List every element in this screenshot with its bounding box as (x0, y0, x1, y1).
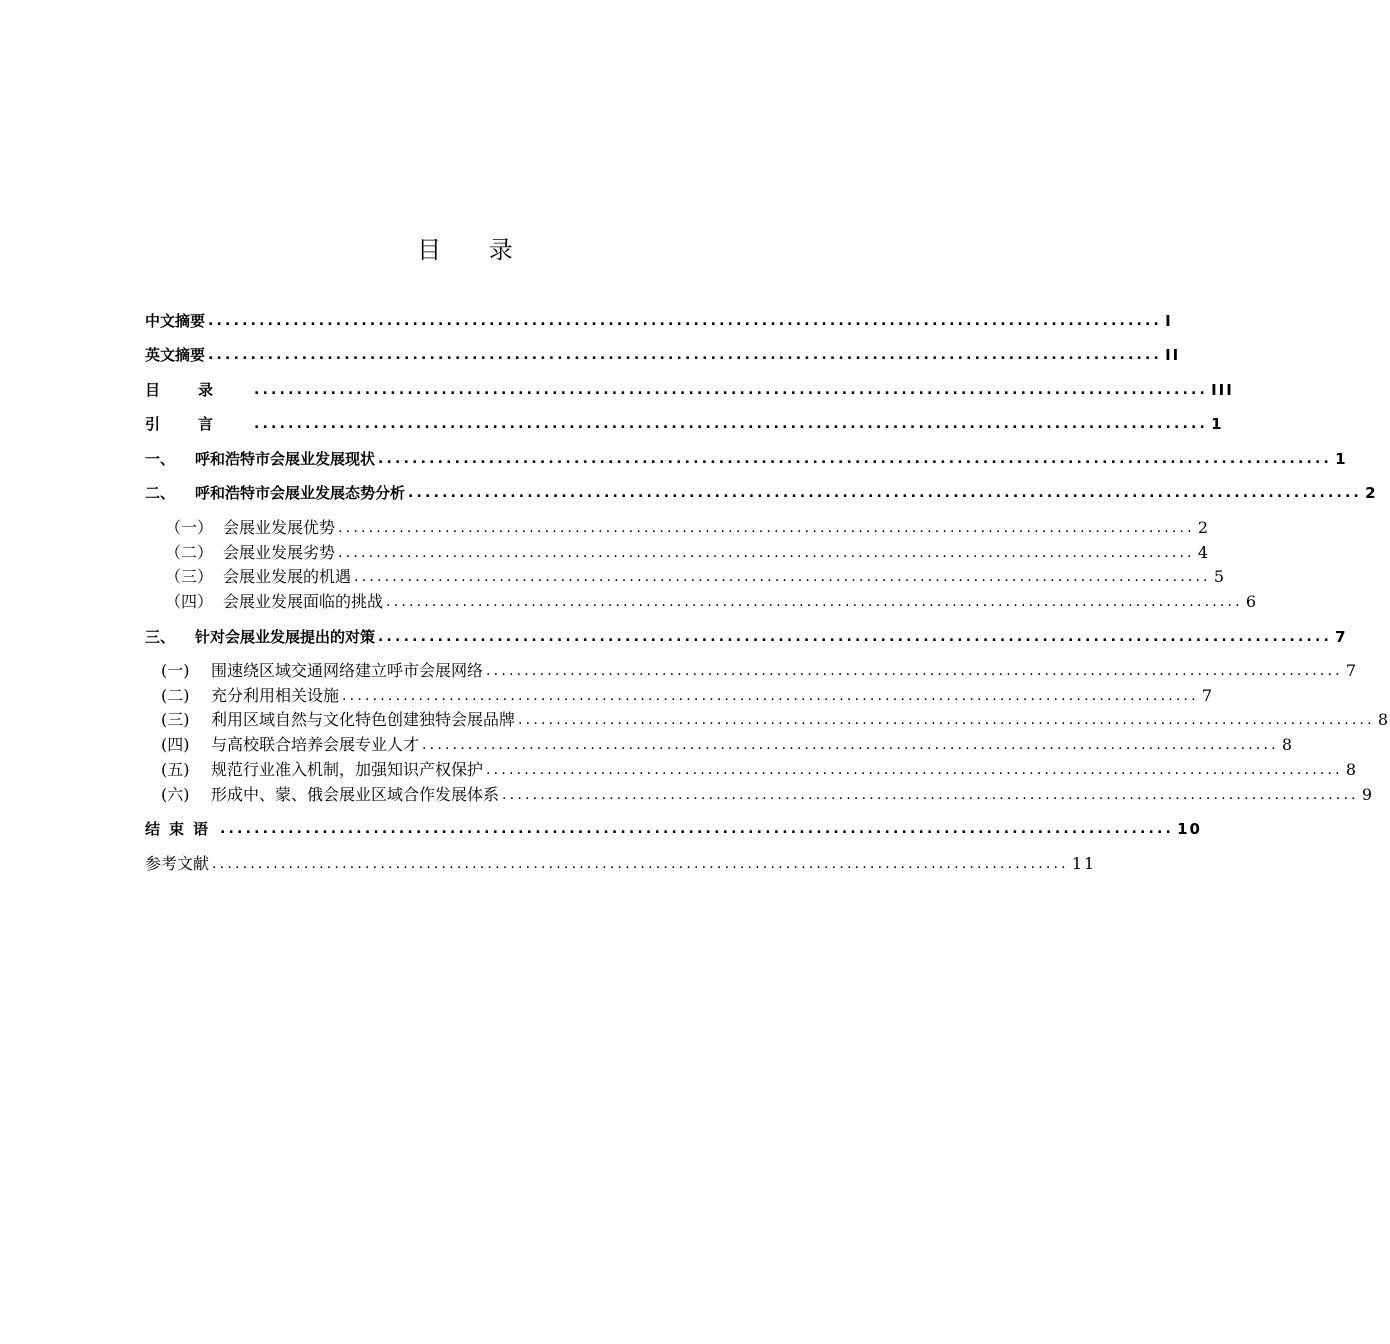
entry-number: （四） (165, 592, 214, 611)
entry-text: 参考文献 (145, 854, 210, 873)
entry-text: 会展业发展优势 (223, 518, 336, 537)
toc-entry[interactable] (145, 626, 1348, 648)
entry-page: I (1165, 312, 1173, 330)
entry-page: 7 (1345, 661, 1359, 680)
entry-text: 针对会展业发展提出的对策 (195, 628, 376, 646)
leader-dots: ................................................................................................................ (378, 629, 1333, 645)
entry-number: （二） (165, 543, 214, 562)
entry-page: III (1211, 381, 1234, 399)
entry-page: 11 (1071, 854, 1097, 873)
entry-number: 一、 (145, 450, 176, 468)
entry-page: 4 (1197, 543, 1211, 562)
entry-text: 结束语 (145, 820, 218, 838)
leader-dots: ................................................................................................................ (518, 712, 1375, 728)
entry-number: （三） (165, 567, 214, 586)
entry-page: 8 (1281, 735, 1295, 754)
entry-page: 6 (1245, 592, 1259, 611)
entry-number: (一) (161, 661, 190, 680)
entry-text: 英文摘要 (145, 346, 206, 364)
leader-dots: ................................................................................................................ (208, 347, 1163, 363)
leader-dots: ................................................................................................................ (486, 762, 1343, 778)
leader-dots: ................................................................................................................ (378, 451, 1333, 467)
leader-dots: ................................................................................................................ (254, 416, 1209, 432)
toc-entry[interactable] (145, 709, 1390, 731)
toc-entry[interactable] (145, 344, 1181, 366)
toc-entry[interactable] (145, 542, 1211, 564)
entry-text: 围速绕区域交通网络建立呼市会展网络 (211, 661, 484, 680)
entry-page: 1 (1335, 450, 1348, 468)
entry-text: 中文摘要 (145, 312, 206, 330)
entry-number: 二、 (145, 484, 176, 502)
toc-entry[interactable] (145, 379, 1234, 401)
entry-page: 8 (1377, 710, 1390, 729)
entry-text: 目录 (145, 381, 252, 399)
toc-entry[interactable] (145, 734, 1295, 756)
toc-entry[interactable] (145, 853, 1097, 875)
leader-dots: ................................................................................................................ (254, 382, 1209, 398)
entry-number: (二) (161, 686, 190, 705)
toc-entry[interactable] (145, 759, 1359, 781)
toc-entry[interactable] (145, 413, 1224, 435)
leader-dots: ................................................................................................................ (338, 545, 1195, 561)
leader-dots: ................................................................................................................ (212, 856, 1069, 872)
leader-dots: ................................................................................................................ (486, 663, 1343, 679)
entry-text: 形成中、蒙、俄会展业区域合作发展体系 (211, 785, 500, 804)
entry-page: 2 (1365, 484, 1378, 502)
entry-text: 呼和浩特市会展业发展现状 (195, 450, 376, 468)
entry-number: （一） (165, 518, 214, 537)
entry-text: 呼和浩特市会展业发展态势分析 (195, 484, 406, 502)
entry-page: 9 (1361, 785, 1375, 804)
entry-text: 利用区域自然与文化特色创建独特会展品牌 (211, 710, 516, 729)
toc-entry[interactable] (145, 482, 1378, 504)
toc-entry[interactable] (145, 685, 1215, 707)
toc-entry[interactable] (145, 448, 1348, 470)
leader-dots: ................................................................................................................ (208, 313, 1163, 329)
entry-text: 引言 (145, 415, 252, 433)
leader-dots: ................................................................................................................ (220, 821, 1175, 837)
entry-text: 充分利用相关设施 (211, 686, 340, 705)
toc-entry[interactable] (145, 566, 1227, 588)
entry-number: (三) (161, 710, 190, 729)
toc-entry[interactable] (145, 517, 1211, 539)
entry-page: 7 (1201, 686, 1215, 705)
page-title: 目 录 (417, 236, 533, 264)
leader-dots: ................................................................................................................ (502, 787, 1359, 803)
leader-dots: ................................................................................................................ (422, 737, 1279, 753)
entry-text: 与高校联合培养会展专业人才 (211, 735, 420, 754)
toc-entry[interactable] (145, 818, 1202, 840)
leader-dots: ................................................................................................................ (354, 569, 1211, 585)
entry-text: 规范行业准入机制，加强知识产权保护 (211, 760, 484, 779)
entry-page: II (1165, 346, 1181, 364)
leader-dots: ................................................................................................................ (342, 688, 1199, 704)
entry-page: 1 (1211, 415, 1224, 433)
entry-number: (五) (161, 760, 190, 779)
toc-entry[interactable] (145, 660, 1359, 682)
entry-text: 会展业发展的机遇 (223, 567, 352, 586)
entry-text: 会展业发展面临的挑战 (223, 592, 384, 611)
entry-number: 三、 (145, 628, 176, 646)
entry-page: 8 (1345, 760, 1359, 779)
entry-text: 会展业发展劣势 (223, 543, 336, 562)
entry-number: (四) (161, 735, 190, 754)
entry-page: 5 (1213, 567, 1227, 586)
entry-page: 2 (1197, 518, 1211, 537)
toc-entry[interactable] (145, 784, 1375, 806)
leader-dots: ................................................................................................................ (408, 485, 1363, 501)
entry-number: (六) (161, 785, 190, 804)
entry-page: 10 (1177, 820, 1202, 838)
entry-page: 7 (1335, 628, 1348, 646)
toc-entry[interactable] (145, 591, 1259, 613)
leader-dots: ................................................................................................................ (386, 594, 1243, 610)
leader-dots: ................................................................................................................ (338, 520, 1195, 536)
toc-entry[interactable] (145, 310, 1173, 332)
